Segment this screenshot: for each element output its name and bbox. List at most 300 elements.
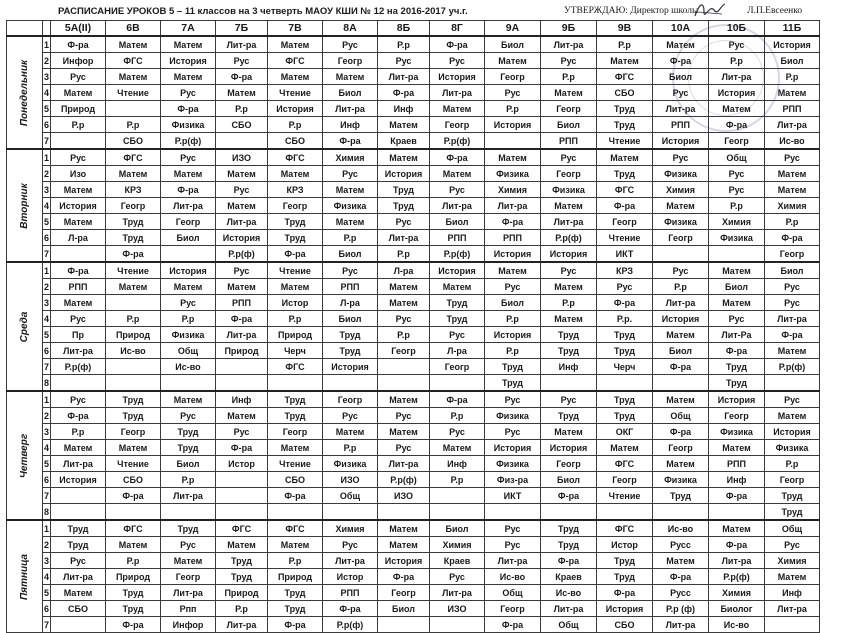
subject-cell: Матем xyxy=(541,198,597,214)
subject-cell: Биол xyxy=(709,279,765,295)
lesson-number: 8 xyxy=(43,375,51,392)
lesson-row xyxy=(7,617,820,633)
lesson-row xyxy=(7,327,820,343)
subject-cell: Рус xyxy=(51,149,106,166)
subject-cell: СБО xyxy=(216,117,268,133)
subject-cell: Р.р xyxy=(378,246,430,263)
subject-cell: Ф-ра xyxy=(161,182,216,198)
subject-cell: Лит-ра xyxy=(430,585,485,601)
subject-cell: Лит-ра xyxy=(216,617,268,633)
subject-cell: РПП xyxy=(323,279,378,295)
subject-cell: Матем xyxy=(597,440,653,456)
subject-cell: Труд xyxy=(765,504,820,521)
subject-cell: Р.р xyxy=(161,311,216,327)
subject-cell: История xyxy=(709,391,765,408)
subject-cell: Ф-ра xyxy=(268,246,323,263)
subject-cell xyxy=(653,504,709,521)
subject-cell xyxy=(216,488,268,504)
subject-cell: Матем xyxy=(323,424,378,440)
subject-cell: Рус xyxy=(323,408,378,424)
subject-cell: Ис-во xyxy=(541,585,597,601)
subject-cell: История xyxy=(378,553,430,569)
subject-cell: Рпп xyxy=(161,601,216,617)
lesson-row xyxy=(7,601,820,617)
subject-cell: Труд xyxy=(106,408,161,424)
subject-cell: Труд xyxy=(161,520,216,537)
subject-cell: Физ-ра xyxy=(485,472,541,488)
subject-cell xyxy=(106,359,161,375)
subject-cell: Рус xyxy=(323,36,378,53)
subject-cell: Геогр xyxy=(709,408,765,424)
subject-cell: Ф-ра xyxy=(323,601,378,617)
subject-cell: Матем xyxy=(216,198,268,214)
subject-cell: Р.р(ф) xyxy=(378,472,430,488)
subject-cell: История xyxy=(430,262,485,279)
subject-cell: ФГС xyxy=(597,456,653,472)
subject-cell: Труд xyxy=(106,585,161,601)
subject-cell xyxy=(597,504,653,521)
subject-cell: Матем xyxy=(653,553,709,569)
subject-cell: РПП xyxy=(51,279,106,295)
subject-cell: Р.р xyxy=(765,214,820,230)
subject-cell: История xyxy=(485,117,541,133)
subject-cell: Рус xyxy=(653,85,709,101)
subject-cell: Матем xyxy=(106,279,161,295)
lesson-row xyxy=(7,585,820,601)
subject-cell: Р.р xyxy=(106,553,161,569)
class-header-row xyxy=(7,21,820,37)
lesson-number: 6 xyxy=(43,472,51,488)
class-header: 10Б xyxy=(709,21,765,37)
subject-cell: Ф-ра xyxy=(597,295,653,311)
subject-cell: Матем xyxy=(378,149,430,166)
subject-cell: ФГС xyxy=(597,69,653,85)
subject-cell: Труд xyxy=(597,408,653,424)
subject-cell: Матем xyxy=(709,520,765,537)
subject-cell: История xyxy=(485,327,541,343)
subject-cell: Истор xyxy=(323,569,378,585)
subject-cell: Химия xyxy=(709,214,765,230)
lesson-number: 4 xyxy=(43,311,51,327)
subject-cell xyxy=(106,295,161,311)
subject-cell: Лит-ра xyxy=(653,295,709,311)
lesson-number: 3 xyxy=(43,424,51,440)
subject-cell: Рус xyxy=(323,537,378,553)
subject-cell: Труд xyxy=(597,166,653,182)
lesson-row xyxy=(7,343,820,359)
subject-cell: Химия xyxy=(323,149,378,166)
class-header: 8А xyxy=(323,21,378,37)
subject-cell: Рус xyxy=(485,85,541,101)
subject-cell: Матем xyxy=(378,537,430,553)
subject-cell: ФГС xyxy=(268,149,323,166)
subject-cell: Геогр xyxy=(653,440,709,456)
subject-cell xyxy=(216,359,268,375)
subject-cell: Геогр xyxy=(378,343,430,359)
subject-cell xyxy=(51,375,106,392)
subject-cell: Биолог xyxy=(709,601,765,617)
subject-cell: Биол xyxy=(653,69,709,85)
subject-cell: Лит-ра xyxy=(765,311,820,327)
class-header: 5А(II) xyxy=(51,21,106,37)
subject-cell: Физика xyxy=(161,327,216,343)
subject-cell: Общ xyxy=(765,520,820,537)
subject-cell: Матем xyxy=(106,537,161,553)
lesson-row xyxy=(7,553,820,569)
subject-cell: Инф xyxy=(709,472,765,488)
subject-cell: Ис-во xyxy=(709,617,765,633)
subject-cell: Природ xyxy=(106,327,161,343)
subject-cell: Труд xyxy=(51,537,106,553)
subject-cell: Ф-ра xyxy=(709,537,765,553)
lesson-number: 7 xyxy=(43,133,51,150)
subject-cell xyxy=(765,617,820,633)
subject-cell: СБО xyxy=(268,472,323,488)
subject-cell xyxy=(51,246,106,263)
subject-cell: Краев xyxy=(378,133,430,150)
subject-cell: ФГС xyxy=(268,53,323,69)
subject-cell xyxy=(430,504,485,521)
subject-cell: Матем xyxy=(216,279,268,295)
subject-cell: Матем xyxy=(765,85,820,101)
subject-cell: РПП xyxy=(653,117,709,133)
subject-cell: Матем xyxy=(106,166,161,182)
subject-cell: Лит-ра xyxy=(430,85,485,101)
subject-cell: Ф-ра xyxy=(51,408,106,424)
subject-cell: Р.р(ф) xyxy=(161,133,216,150)
subject-cell: Труд xyxy=(597,391,653,408)
subject-cell: Ф-ра xyxy=(216,69,268,85)
subject-cell: Матем xyxy=(378,520,430,537)
subject-cell: Матем xyxy=(765,166,820,182)
subject-cell: Матем xyxy=(541,279,597,295)
subject-cell: Матем xyxy=(485,262,541,279)
subject-cell: Ф-ра xyxy=(709,343,765,359)
subject-cell: Рус xyxy=(541,149,597,166)
lesson-number: 1 xyxy=(43,149,51,166)
subject-cell: Ф-ра xyxy=(709,117,765,133)
subject-cell: Р.р xyxy=(430,472,485,488)
subject-cell: История xyxy=(541,246,597,263)
subject-cell: Инф xyxy=(541,359,597,375)
subject-cell xyxy=(161,246,216,263)
subject-cell: Лит-ра xyxy=(378,456,430,472)
subject-cell: РПП xyxy=(430,230,485,246)
lesson-number: 2 xyxy=(43,166,51,182)
lesson-row xyxy=(7,295,820,311)
subject-cell: ФГС xyxy=(106,53,161,69)
subject-cell: Ис-во xyxy=(161,359,216,375)
subject-cell: Труд xyxy=(597,343,653,359)
subject-cell: Геогр xyxy=(541,456,597,472)
subject-cell: Р.р xyxy=(161,472,216,488)
corner-cell xyxy=(43,21,51,37)
subject-cell: Р.р xyxy=(323,440,378,456)
subject-cell: Труд xyxy=(106,230,161,246)
subject-cell: Рус xyxy=(216,53,268,69)
lesson-number: 8 xyxy=(43,504,51,521)
subject-cell: Химия xyxy=(485,182,541,198)
subject-cell: Геогр xyxy=(597,214,653,230)
lesson-number: 2 xyxy=(43,408,51,424)
subject-cell: Матем xyxy=(709,295,765,311)
subject-cell: Геогр xyxy=(485,69,541,85)
subject-cell: Р.р xyxy=(653,279,709,295)
subject-cell: Р.р xyxy=(597,36,653,53)
subject-cell: Матем xyxy=(161,69,216,85)
lesson-number: 7 xyxy=(43,246,51,263)
subject-cell: Матем xyxy=(430,440,485,456)
subject-cell: Геогр xyxy=(323,53,378,69)
subject-cell: Рус xyxy=(378,311,430,327)
subject-cell: Труд xyxy=(323,343,378,359)
subject-cell: Рус xyxy=(709,182,765,198)
subject-cell xyxy=(161,504,216,521)
subject-cell: Матем xyxy=(765,408,820,424)
subject-cell: Труд xyxy=(216,569,268,585)
subject-cell: Биол xyxy=(161,456,216,472)
subject-cell: Лит-ра xyxy=(323,553,378,569)
subject-cell: Ф-ра xyxy=(597,198,653,214)
subject-cell: РПП xyxy=(323,585,378,601)
lesson-number: 1 xyxy=(43,391,51,408)
lesson-number: 3 xyxy=(43,295,51,311)
lesson-row xyxy=(7,198,820,214)
subject-cell: Р.р xyxy=(268,117,323,133)
lesson-row xyxy=(7,182,820,198)
subject-cell: Матем xyxy=(161,36,216,53)
subject-cell: Р.р xyxy=(268,553,323,569)
subject-cell: Биол xyxy=(323,311,378,327)
subject-cell: Биол xyxy=(161,230,216,246)
subject-cell: Ф-ра xyxy=(216,311,268,327)
subject-cell: Рус xyxy=(323,262,378,279)
subject-cell: Труд xyxy=(597,101,653,117)
subject-cell: Матем xyxy=(378,424,430,440)
subject-cell: КРЗ xyxy=(268,182,323,198)
subject-cell: Физика xyxy=(653,472,709,488)
subject-cell: Физика xyxy=(323,456,378,472)
subject-cell xyxy=(106,101,161,117)
subject-cell: Ф-ра xyxy=(597,585,653,601)
subject-cell: Лит-ра xyxy=(216,327,268,343)
subject-cell xyxy=(378,375,430,392)
day-name: Среда xyxy=(19,311,30,342)
subject-cell xyxy=(653,246,709,263)
lesson-row xyxy=(7,520,820,537)
subject-cell: Рус xyxy=(51,311,106,327)
subject-cell: Р.р(ф) xyxy=(709,569,765,585)
subject-cell: Матем xyxy=(268,279,323,295)
subject-cell: Биол xyxy=(430,520,485,537)
subject-cell: Матем xyxy=(709,101,765,117)
subject-cell: Геогр xyxy=(765,472,820,488)
subject-cell: Физика xyxy=(161,117,216,133)
subject-cell: Р.р xyxy=(485,311,541,327)
subject-cell: Р.р(ф) xyxy=(765,359,820,375)
subject-cell: Рус xyxy=(709,311,765,327)
subject-cell: Рус xyxy=(765,537,820,553)
subject-cell: Ф-ра xyxy=(653,569,709,585)
subject-cell: Матем xyxy=(51,440,106,456)
subject-cell: Рус xyxy=(216,182,268,198)
subject-cell: Рус xyxy=(161,408,216,424)
subject-cell: Рус xyxy=(765,391,820,408)
subject-cell: КРЗ xyxy=(597,262,653,279)
subject-cell: Р.р xyxy=(323,230,378,246)
subject-cell: Общ xyxy=(709,149,765,166)
lesson-number: 4 xyxy=(43,440,51,456)
subject-cell: Труд xyxy=(216,553,268,569)
subject-cell: Ис-во xyxy=(653,520,709,537)
subject-cell: Рус xyxy=(485,520,541,537)
lesson-row xyxy=(7,424,820,440)
subject-cell: Матем xyxy=(378,391,430,408)
subject-cell: Матем xyxy=(653,391,709,408)
subject-cell: Биол xyxy=(765,262,820,279)
subject-cell: ИЗО xyxy=(216,149,268,166)
subject-cell xyxy=(323,504,378,521)
subject-cell: Р.р(ф) xyxy=(541,230,597,246)
lesson-row xyxy=(7,149,820,166)
subject-cell: Р.р(ф) xyxy=(323,617,378,633)
subject-cell: Геогр xyxy=(709,133,765,150)
subject-cell: Р.р xyxy=(216,601,268,617)
subject-cell: Лит-ра xyxy=(485,553,541,569)
subject-cell: Ф-ра xyxy=(51,36,106,53)
subject-cell: Труд xyxy=(268,230,323,246)
subject-cell: Лит-ра xyxy=(653,101,709,117)
subject-cell: ФГС xyxy=(268,520,323,537)
subject-cell: Матем xyxy=(216,408,268,424)
subject-cell xyxy=(597,375,653,392)
day-name: Четверг xyxy=(19,433,30,478)
subject-cell: Рус xyxy=(597,279,653,295)
subject-cell: Общ xyxy=(653,408,709,424)
lesson-number: 5 xyxy=(43,456,51,472)
subject-cell: История xyxy=(597,601,653,617)
subject-cell: ОКГ xyxy=(597,424,653,440)
subject-cell: Геогр xyxy=(106,424,161,440)
day-name: Вторник xyxy=(19,182,30,229)
subject-cell: Р.р xyxy=(485,343,541,359)
subject-cell: Инфор xyxy=(161,617,216,633)
corner-cell xyxy=(7,21,43,37)
day-label xyxy=(7,520,43,633)
lesson-number: 3 xyxy=(43,553,51,569)
subject-cell: Труд xyxy=(485,359,541,375)
subject-cell: Р.р xyxy=(541,69,597,85)
subject-cell: Ф-ра xyxy=(709,488,765,504)
subject-cell: Р.р xyxy=(216,101,268,117)
subject-cell: Рус xyxy=(541,53,597,69)
subject-cell xyxy=(378,504,430,521)
subject-cell: ИЗО xyxy=(323,472,378,488)
subject-cell: Лит-ра xyxy=(51,456,106,472)
subject-cell: Биол xyxy=(541,117,597,133)
lesson-row xyxy=(7,456,820,472)
subject-cell: Общ xyxy=(541,617,597,633)
day-name: Понедельник xyxy=(19,59,30,126)
subject-cell: Матем xyxy=(765,569,820,585)
subject-cell xyxy=(378,617,430,633)
subject-cell: Матем xyxy=(106,36,161,53)
subject-cell: Труд xyxy=(161,424,216,440)
subject-cell: Ф-ра xyxy=(51,262,106,279)
subject-cell: Ф-ра xyxy=(430,391,485,408)
day-label xyxy=(7,262,43,391)
subject-cell: Физика xyxy=(485,456,541,472)
subject-cell: Биол xyxy=(323,85,378,101)
subject-cell: Общ xyxy=(485,585,541,601)
subject-cell: РПП xyxy=(216,295,268,311)
subject-cell: История xyxy=(430,69,485,85)
subject-cell: Инфор xyxy=(51,53,106,69)
subject-cell: Ф-ра xyxy=(653,424,709,440)
subject-cell: История xyxy=(653,311,709,327)
subject-cell: Рус xyxy=(709,166,765,182)
director-name: Л.П.Евсеенко xyxy=(747,6,803,16)
subject-cell: Ф-ра xyxy=(765,327,820,343)
subject-cell: Матем xyxy=(541,311,597,327)
subject-cell: Ф-ра xyxy=(765,230,820,246)
subject-cell: Р.р xyxy=(541,295,597,311)
subject-cell: Ис-во xyxy=(765,133,820,150)
subject-cell xyxy=(485,133,541,150)
subject-cell: Р.р xyxy=(765,69,820,85)
subject-cell: Физика xyxy=(485,408,541,424)
subject-cell: Лит-Ра xyxy=(709,327,765,343)
lesson-number: 3 xyxy=(43,182,51,198)
subject-cell: Труд xyxy=(541,343,597,359)
subject-cell: Р.р xyxy=(268,311,323,327)
subject-cell: Природ xyxy=(268,327,323,343)
subject-cell: Природ xyxy=(216,585,268,601)
subject-cell: Р.р xyxy=(106,311,161,327)
subject-cell: Лит-ра xyxy=(485,198,541,214)
lesson-number: 7 xyxy=(43,617,51,633)
subject-cell: Геогр xyxy=(485,601,541,617)
subject-cell: Краев xyxy=(541,569,597,585)
subject-cell: Ис-во xyxy=(106,343,161,359)
subject-cell: Рус xyxy=(485,279,541,295)
subject-cell: Чтение xyxy=(106,85,161,101)
subject-cell: Биол xyxy=(485,295,541,311)
subject-cell: Труд xyxy=(709,375,765,392)
subject-cell: Лит-ра xyxy=(216,36,268,53)
lesson-row xyxy=(7,214,820,230)
subject-cell: Геогр xyxy=(268,424,323,440)
subject-cell: Матем xyxy=(323,69,378,85)
subject-cell: Рус xyxy=(430,424,485,440)
subject-cell: Природ xyxy=(51,101,106,117)
lesson-row xyxy=(7,359,820,375)
subject-cell: Ф-ра xyxy=(485,617,541,633)
subject-cell: Природ xyxy=(216,343,268,359)
subject-cell: Лит-ра xyxy=(161,198,216,214)
class-header: 9А xyxy=(485,21,541,37)
subject-cell: Труд xyxy=(268,214,323,230)
subject-cell: Р.р xyxy=(709,53,765,69)
subject-cell: Ф-ра xyxy=(430,149,485,166)
subject-cell: Биол xyxy=(653,343,709,359)
lesson-row xyxy=(7,69,820,85)
subject-cell: Лит-ра xyxy=(430,198,485,214)
subject-cell: СБО xyxy=(597,617,653,633)
lesson-number: 5 xyxy=(43,585,51,601)
lesson-number: 4 xyxy=(43,198,51,214)
subject-cell: История xyxy=(765,424,820,440)
